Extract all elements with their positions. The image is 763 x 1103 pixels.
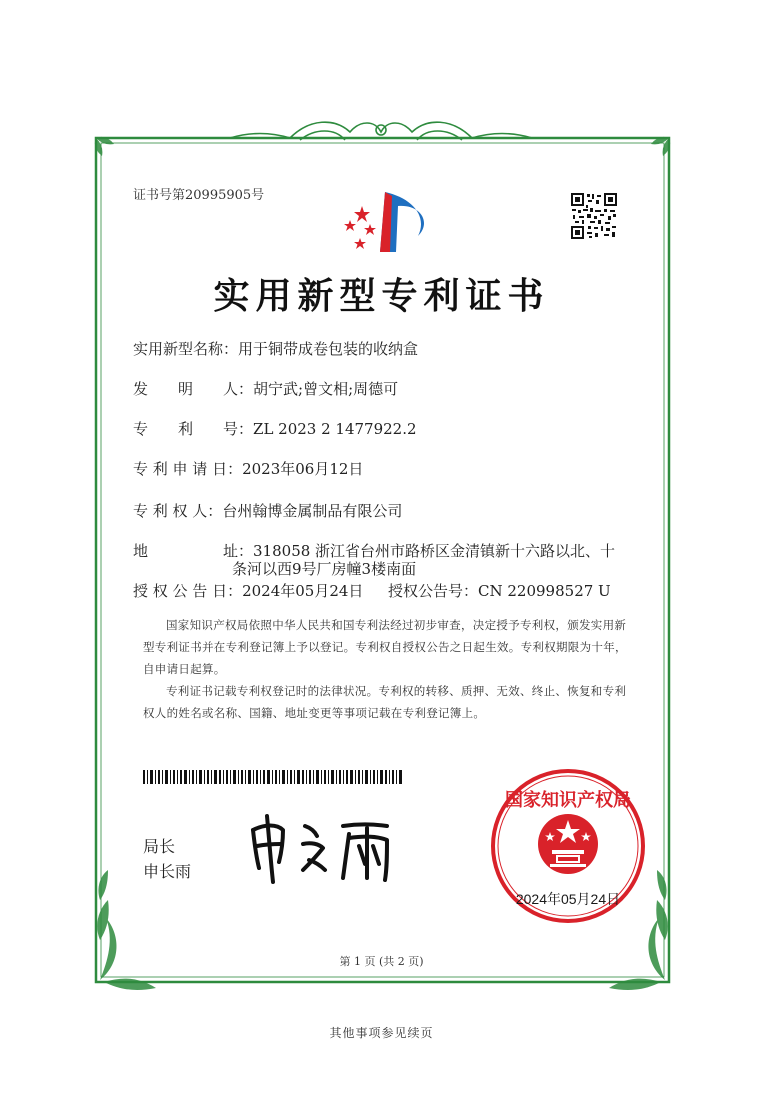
utility-model-name-value: 用于铜带成卷包装的收纳盒 [238, 340, 419, 358]
patentee-value: 台州翰博金属制品有限公司 [222, 502, 403, 520]
cnipa-emblem-icon [340, 186, 440, 256]
address-label: 地 址： [133, 542, 254, 560]
signature-title: 局长 [143, 837, 176, 856]
barcode [143, 770, 403, 784]
field-grant-announce-no [388, 580, 611, 601]
field-patentee [133, 500, 402, 521]
qr-code [570, 192, 618, 240]
address-line-2: 条河以西9号厂房幢3楼南面 [232, 560, 417, 578]
field-utility-model-name [133, 338, 418, 359]
grant-announce-no-label: 授权公告号： [388, 582, 479, 600]
footer-note: 其他事项参见续页 [329, 1026, 434, 1040]
handwritten-signature [245, 808, 400, 886]
address-line-1: 318058 浙江省台州市路桥区金清镇新十六路以北、十 [253, 542, 616, 560]
field-grant-announce-date [133, 580, 363, 601]
grant-announce-date-label: 授 权 公 告 日： [133, 582, 243, 600]
inventor-value: 胡宁武;曾文相;周德可 [253, 380, 399, 398]
certificate-title: 实用新型专利证书 [213, 275, 550, 317]
grant-announce-no-value: CN 220998527 U [478, 582, 611, 600]
national-emblem-icon [538, 814, 598, 874]
seal-arc-text: 国家知识产权局 [505, 790, 631, 811]
corner-leaves-top-right [651, 137, 670, 156]
handwritten-signature-text: 申长雨 [245, 808, 248, 809]
corner-leaves-bottom-left [97, 870, 156, 990]
patent-no-value: ZL 2023 2 1477922.2 [253, 420, 417, 438]
corner-leaves-top-left [95, 137, 114, 156]
certificate-number: 证书号第20995905号 [133, 188, 265, 203]
grant-announce-date-value: 2024年05月24日 [242, 582, 364, 600]
filing-date-label: 专 利 申 请 日： [133, 460, 243, 478]
inventor-label: 发 明 人： [133, 380, 254, 398]
utility-model-name-label: 实用新型名称： [133, 340, 239, 358]
paragraph-legal-status: 专利证书记载专利权登记时的法律状况。专利权的转移、质押、无效、终止、恢复和专利权人的姓名或名称、国籍、地址变更等事项记载在专利登记簿上。 [143, 684, 627, 720]
patentee-label: 专 利 权 人： [133, 502, 223, 520]
field-filing-date [133, 458, 363, 479]
filing-date-value: 2023年06月12日 [242, 460, 364, 478]
paragraph-grant-statement: 国家知识产权局依照中华人民共和国专利法经过初步审查，决定授予专利权，颁发实用新型专利证书并在专利登记簿上予以登记。专利权自授权公告之日起生效。专利权期限为十年，自申请日起算。 [143, 618, 627, 676]
field-patent-no [133, 418, 417, 439]
field-inventor [133, 378, 398, 399]
patent-no-label: 专 利 号： [133, 420, 254, 438]
signature-name: 申长雨 [143, 862, 192, 881]
page-indicator: 第 1 页 (共 2 页) [339, 955, 424, 968]
seal-date: 2024年05月24日 [515, 891, 621, 907]
